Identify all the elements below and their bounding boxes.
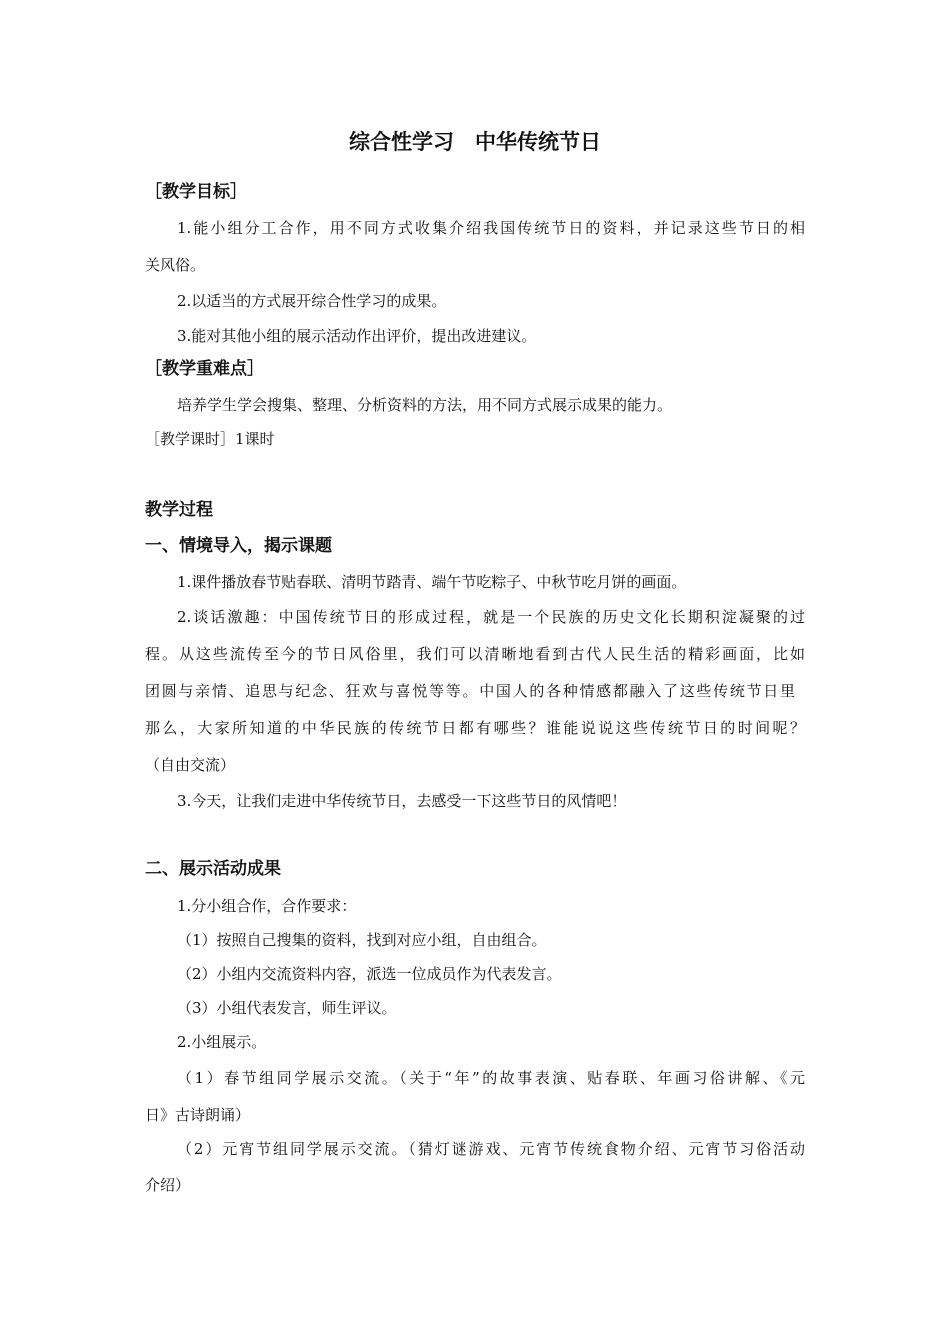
section-1-item-1: 1.课件播放春节贴春联、清明节踏青、端午节吃粽子、中秋节吃月饼的画面。 xyxy=(177,573,687,591)
section-2-show-1-line-2: 日》古诗朗诵） xyxy=(145,1106,251,1124)
section-2-show-2-line-2: 介绍） xyxy=(145,1176,191,1194)
section-1-item-2-line-4: 那么，大家所知道的中华民族的传统节日都有哪些？谁能说说这些传统节日的时间呢？ xyxy=(145,719,805,737)
section-2-show-2-line-1: （2）元宵节组同学展示交流。（猜灯谜游戏、元宵节传统食物介绍、元宵节习俗活动 xyxy=(177,1140,805,1158)
objective-2: 2.以适当的方式展开综合性学习的成果。 xyxy=(177,292,447,310)
key-points-text: 培养学生学会搜集、整理、分析资料的方法，用不同方式展示成果的能力。 xyxy=(177,396,673,414)
key-points-heading: ［教学重难点］ xyxy=(145,359,264,379)
section-1-item-3: 3.今天，让我们走进中华传统节日，去感受一下这些节日的风情吧！ xyxy=(177,792,627,810)
objectives-heading: ［教学目标］ xyxy=(145,182,247,202)
class-hours: ［教学课时］1课时 xyxy=(145,430,275,448)
section-2-sub-3: （3）小组代表发言，师生评议。 xyxy=(177,999,397,1017)
document-title: 综合性学习 中华传统节日 xyxy=(349,130,601,154)
section-2-heading: 二、展示活动成果 xyxy=(145,859,281,879)
section-1-item-2-line-2: 程。从这些流传至今的节日风俗里，我们可以清晰地看到古代人民生活的精彩画面，比如 xyxy=(145,645,805,663)
section-2-item-2: 2.小组展示。 xyxy=(177,1033,267,1051)
section-2-show-1-line-1: （1）春节组同学展示交流。（关于“年”的故事表演、贴春联、年画习俗讲解、《元 xyxy=(177,1069,805,1087)
section-1-item-2-line-3: 团圆与亲情、追思与纪念、狂欢与喜悦等等。中国人的各种情感都融入了这些传统节日里 xyxy=(145,682,795,700)
objective-1-line-2: 关风俗。 xyxy=(145,256,206,274)
objective-3: 3.能对其他小组的展示活动作出评价，提出改进建议。 xyxy=(177,327,537,345)
section-2-sub-2: （2）小组内交流资料内容，派选一位成员作为代表发言。 xyxy=(177,965,562,983)
section-2-item-1: 1.分小组合作，合作要求： xyxy=(177,897,357,915)
process-heading: 教学过程 xyxy=(145,500,213,520)
objective-1-line-1: 1.能小组分工合作，用不同方式收集介绍我国传统节日的资料，并记录这些节日的相 xyxy=(177,219,805,237)
section-1-heading: 一、情境导入，揭示课题 xyxy=(145,536,332,556)
section-2-sub-1: （1）按照自己搜集的资料，找到对应小组，自由组合。 xyxy=(177,931,547,949)
section-1-item-2-line-1: 2.谈话激趣：中国传统节日的形成过程，就是一个民族的历史文化长期积淀凝聚的过 xyxy=(177,608,805,626)
section-1-item-2-line-5: （自由交流） xyxy=(145,756,236,774)
